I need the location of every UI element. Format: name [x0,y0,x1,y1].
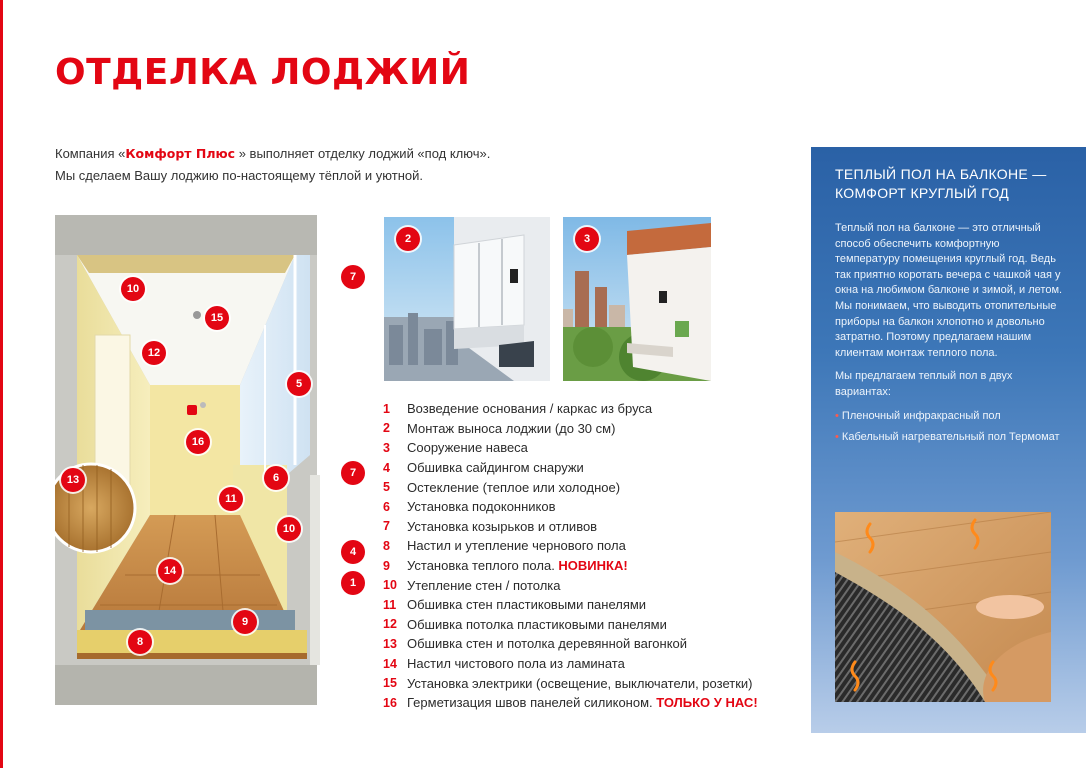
list-item: 8 Настил и утепление чернового пола [383,538,626,554]
intro-text [55,143,490,187]
list-item: • Кабельный нагревательный пол Термомат [835,431,1060,444]
photo-glazed-balcony [384,217,550,381]
list-item: 1 Возведение основания / каркас из бруса [383,401,653,417]
page-title: ОТДЕЛКА ЛОДЖИЙ [55,52,471,93]
bullet-icon: • [835,431,839,444]
balcony-badge-16: 16 [186,430,210,454]
balcony-badge-8: 8 [128,630,152,654]
balcony-badge-14: 14 [158,559,182,583]
balcony-badge-4: 4 [341,540,365,564]
accent-bar [0,0,3,768]
balcony-badge-1: 1 [341,571,365,595]
sidebar-body [835,221,1063,452]
warm-floor-photo [835,512,1051,702]
balcony-badge-10: 10 [121,277,145,301]
list-item: 3 Сооружение навеса [383,440,528,456]
brand-name: Комфорт Плюс [125,146,236,161]
sidebar-paragraph: Теплый пол на балконе — это отличный способ обеспечить комфортную температуру помещения круглый год. Ведь так приятно коротать вечера с чашкой чая у окна на любимом балконе и зимой, и летом. Мы понимаем, что выводить отопительные приборы на балкон хлопотно и довольно затратно. Поэтому предлагаем нашим клиентам монтаж теплого пола. [835,222,1063,359]
balcony-badge-12: 12 [142,341,166,365]
list-item: 7 Установка козырьков и отливов [383,518,598,534]
balcony-illustration [55,215,357,705]
new-badge: НОВИНКА! [558,558,628,574]
balcony-badge-10-right: 10 [277,517,301,541]
balcony-badge-6: 6 [264,466,288,490]
balcony-badge-7-bottom: 7 [341,461,365,485]
sidebar-offer: Мы предлагаем теплый пол в двух вариантах: [835,370,1013,398]
intro-line-1: Компания «Комфорт Плюс » выполняет отделку лоджий «под ключ». [55,146,491,161]
intro-line-2: Мы сделаем Вашу лоджию по-настоящему тёплой и уютной. [55,168,423,183]
exclusive-badge: ТОЛЬКО У НАС! [656,695,758,711]
list-item: 2 Монтаж выноса лоджии (до 30 см) [383,420,616,436]
list-item: 12 Обшивка потолка пластиковыми панелями [383,616,667,632]
balcony-badge-11: 11 [219,487,243,511]
list-item: 5 Остекление (теплое или холодное) [383,479,621,495]
balcony-badge-13: 13 [61,468,85,492]
sidebar-title: ТЕПЛЫЙ ПОЛ НА БАЛКОНЕ — КОМФОРТ КРУГЛЫЙ ГОД [835,166,1047,201]
list-item: 6 Установка подоконников [383,499,556,515]
list-item: 9 Установка теплого пола. НОВИНКА! [383,558,628,574]
photo-badge-2: 2 [396,227,420,251]
photo-badge-3: 3 [575,227,599,251]
warm-floor-image [835,512,1051,702]
balcony-badge-15: 15 [205,306,229,330]
list-item: 14 Настил чистового пола из ламината [383,656,625,672]
features-list [383,399,758,713]
list-item: 4 Обшивка сайдингом снаружи [383,460,584,476]
balcony-drawing [55,215,335,705]
list-item: 16 Герметизация швов панелей силиконом. ТОЛЬКО У НАС! [383,695,758,711]
floor-options-list [835,409,1063,446]
balcony-badge-7-top: 7 [341,265,365,289]
balcony-badge-9: 9 [233,610,257,634]
list-item: • Пленочный инфракрасный пол [835,409,1001,422]
list-item: 15 Установка электрики (освещение, выключатели, розетки) [383,675,753,691]
list-item: 11 Обшивка стен пластиковыми панелями [383,597,647,613]
bullet-icon: • [835,409,839,422]
photo-open-balcony [563,217,729,381]
warm-floor-sidebar [811,147,1086,733]
list-item: 10 Утепление стен / потолка [383,577,561,593]
list-item: 13 Обшивка стен и потолка деревянной вагонкой [383,636,688,652]
balcony-badge-5: 5 [287,372,311,396]
